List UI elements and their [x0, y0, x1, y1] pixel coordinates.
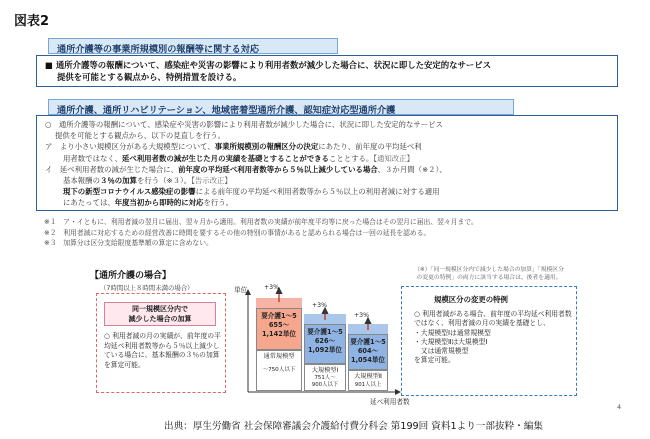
- right-text-1: 利用者減がある場合、前年度の平均延べ利用者数ではなく、利用者減の月の実績を基礎とし、: [414, 310, 572, 328]
- item-a-mark: ア: [45, 142, 53, 152]
- a-line2-post: こととする。: [328, 153, 374, 163]
- bar-2-low: [304, 364, 346, 391]
- c-line1-bold: 現下の新型コロナウイルス感染症の影響: [63, 187, 196, 197]
- left-head-line2: 減少した場合の加算: [128, 315, 192, 323]
- i-line1-pre: 延べ利用者数の減が生じた場合に、: [59, 164, 179, 174]
- right-item-2: ・大規模型Ⅱは大規模型Ⅰ: [414, 337, 488, 346]
- a-line1-pre: より小さい規模区分がある大規模型について、: [59, 142, 215, 152]
- left-text-body: 利用者減の月の実績が、前年度の平均延べ利用者数等から５％以上減少している場合に、基本報酬の３％の加算を算定可能。: [104, 332, 221, 369]
- right-bullet: ○: [414, 310, 420, 318]
- bar-2-top-text: 要介護1～5 626～ 1,092単位: [307, 328, 343, 354]
- note-3: ※３ 加算分は区分支給限度基準額の算定に含めない。: [44, 239, 213, 247]
- note-2: ※２ 利用者減に対応するための経営改善に時間を要するその他の特別の事情があると認められる場合は一回の延長を認める。: [44, 228, 431, 237]
- section2-box: [36, 115, 618, 211]
- pct-3: +3%: [354, 312, 370, 319]
- p1-line1: 通所介護等の報酬について、感染症や災害の影響により利用者数が減少した場合に、状況に即した安定的なサービス: [58, 120, 443, 129]
- item-i-mark: イ: [45, 164, 53, 174]
- i-tag: 【告示改正】: [191, 176, 232, 186]
- pct-1: +3%: [264, 284, 280, 291]
- bar-1-top: [256, 308, 302, 350]
- bar-2-low-text: 大規模型Ⅰ: [311, 367, 339, 374]
- c-line2-pre: にあたっては、: [63, 198, 115, 208]
- a-line2-bold: 延べ利用者数の減が生じた月の実績を基礎とすることができる: [121, 153, 329, 163]
- section2-title: 通所介護、通所リハビリテーション、地域密着型通所介護、認知症対応型通所介護: [48, 99, 514, 115]
- left-head-line1: 同一規模区分内で: [132, 305, 188, 313]
- same-tier-addition-head: [104, 302, 216, 326]
- bar-1-low: [256, 350, 302, 391]
- bar-3-low: [348, 370, 388, 391]
- i-line1-post: 、３か月間（※２）、: [377, 164, 447, 174]
- bar-3-low-sub: 901人以上: [354, 382, 382, 389]
- i-line2-pre: 基本報酬の: [63, 176, 100, 186]
- x-axis-label: 延べ利用者数: [370, 398, 410, 406]
- right-item-3: 又は通常規模型: [414, 347, 469, 356]
- bar-3-top: [348, 334, 388, 370]
- y-axis-label: 単位: [234, 286, 248, 294]
- bar-3-low-text: 大規模型Ⅱ: [354, 373, 382, 380]
- diagram-subtitle: （7時間以上８時間未満の場合）: [100, 284, 194, 292]
- left-text: [104, 332, 222, 370]
- bar-1-top-text: 要介護1～5 655～ 1,142単位: [261, 312, 297, 338]
- bar-1-low-text: 通常規模型: [263, 353, 295, 360]
- i-line2-bold: ３％の加算: [99, 176, 137, 186]
- figure-label: 図表2: [14, 14, 50, 29]
- p1-line2: 提供を可能とする観点から、以下の見直しを行う。: [55, 131, 225, 141]
- i-line1-bold: 前年度の平均延べ利用者数等から５％以上減少している場合: [178, 164, 378, 174]
- bullet-square: ■: [45, 60, 53, 70]
- bar-3-top-text: 要介護1～5 604～ 1,054単位: [350, 338, 386, 364]
- a-line2-pre: 用者数ではなく、: [63, 153, 122, 163]
- section1-box: [36, 55, 618, 87]
- note-1: ※１ ア・イともに、利用者減の翌月に届出、翌々月から適用。利用者数の実績が前年度平均等に戻った場合はその翌月に届出、翌々月まで。: [44, 218, 478, 226]
- circle-mark: ○: [45, 120, 52, 129]
- a-tag: 【通知改正】: [373, 153, 414, 163]
- bar-2-top: [304, 324, 346, 364]
- bar-1-low-sub: ～750人以下: [262, 367, 296, 374]
- bar-2-low-sub: 751人～ 900人以下: [311, 375, 339, 388]
- section1-line1: 通所介護等の報酬について、感染症や災害の影響により利用者数が減少した場合に、状況に即した安定的なサービス: [55, 60, 492, 70]
- page-number: 4: [617, 403, 622, 411]
- right-item-1: ・大規模型Ⅰは通常規模型: [414, 328, 491, 337]
- a-line1-bold: 事業所規模別の報酬区分の決定: [214, 142, 319, 152]
- c-line2-bold: 年度当初から即時的に対応: [114, 198, 204, 208]
- pct-2: +3%: [312, 302, 328, 309]
- tier-change-special-head: 規模区分の変更の特例: [434, 295, 508, 304]
- right-text-2: を算定可能。: [414, 356, 455, 365]
- diagram-title: 【通所介護の場合】: [90, 271, 172, 281]
- left-bullet: ○: [104, 332, 110, 340]
- right-note: （※）「同一規模区分内で減少した場合の加算」「規模区分 の変更の特例」の両方に該当する場合は、後者を適用。: [414, 267, 564, 281]
- section1-line2: 提供を可能とする観点から、特例措置を設ける。: [57, 72, 242, 82]
- right-text: [414, 310, 572, 366]
- footnotes: [44, 217, 624, 249]
- a-line1-post: にあたり、前年度の平均延べ利: [318, 142, 422, 152]
- i-line2-post: を行う（※３）。: [136, 176, 192, 186]
- c-line2-post: を行う。: [203, 198, 234, 208]
- source-footer: 出典：厚生労働省 社会保障審議会介護給付費分科会 第199回 資料1より一部抜粋・編集: [164, 421, 543, 432]
- c-line1-post: による前年度の平均延べ利用者数等から５％以上の利用者減に対する適用: [195, 187, 440, 197]
- section1-title: 通所介護等の事業所規模別の報酬等に関する対応: [48, 38, 338, 54]
